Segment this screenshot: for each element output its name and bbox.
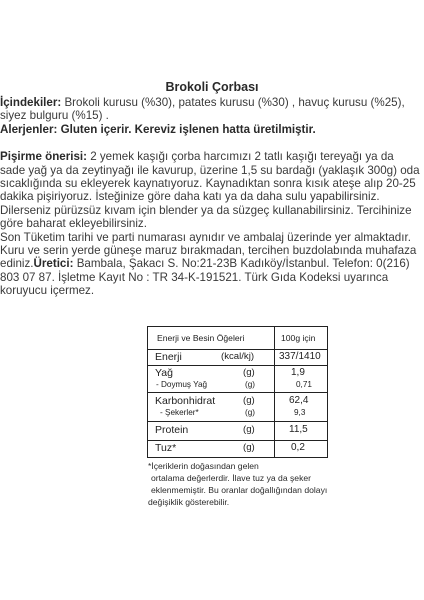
nutrient-value: 0,2 — [291, 442, 305, 453]
storage-paragraph — [0, 231, 420, 298]
nutrient-unit: (g) — [243, 442, 255, 453]
cooking-text: 2 yemek kaşığı çorba harcımızı 2 tatlı kaşığı tereyağı ya da sade yağ ya da zeytinyağı ile kavurup, üzerine 1,5 su bardağı (yaklaşık 300g) oda sıcaklığında su ekleyerek kaynatıyoruz. Kaynadıktan sonra kısık ateşe alıp 20-25 dakika pişiriyoruz. İsteğinize göre daha katı ya da daha sulu yapabilirsiniz. Dilerseniz pürüzsüz kıvam için blender ya da süzgeç kullanabilirsiniz. Tercihinize göre baharat ekleyebilirsiniz. — [0, 150, 420, 231]
producer-label: Üretici: — [33, 257, 74, 271]
nutrition-header-label: Enerji ve Besin Öğeleri — [157, 333, 245, 343]
footnote-line: değişiklik gösterebilir. — [148, 497, 230, 507]
nutrient-unit: (kcal/kj) — [221, 351, 255, 362]
allergens-paragraph — [0, 123, 420, 136]
nutrient-name: Yağ — [155, 367, 173, 379]
ingredients-label: İçindekiler: — [0, 96, 62, 109]
nutrition-table — [147, 326, 328, 458]
nutrient-unit: (g) — [243, 395, 255, 406]
nutrient-value: 337/1410 — [279, 351, 321, 362]
nutrient-name: Protein — [155, 424, 189, 436]
nutrient-unit: (g) — [243, 424, 255, 435]
nutrition-row-carbohydrate — [148, 392, 327, 422]
nutrient-value: 11,5 — [289, 424, 308, 435]
footnote-line: eklenmemiştir. Bu oranlar doğallığından dolayı — [151, 485, 328, 495]
nutrition-header-value: 100g için — [281, 333, 316, 343]
label-text-block — [0, 96, 420, 298]
nutrition-footnote — [148, 460, 348, 508]
nutrient-sub-unit: (g) — [245, 408, 256, 417]
nutrient-sub-value: 0,71 — [296, 380, 312, 389]
nutrient-sub-value: 9,3 — [294, 408, 306, 417]
nutrient-sub-unit: (g) — [245, 380, 256, 389]
nutrient-sub-name: - Doymuş Yağ — [156, 380, 208, 389]
producer-text: Bambala, Şakacı S. No:21-23B Kadıköy/İstanbul. Telefon: 0(216) 803 07 87. İşletme Kayıt No : TR 34-K-191521. Türk Gıda Kodeksi uyarınca koruyucu içermez. — [0, 257, 410, 298]
cooking-label: Pişirme önerisi: — [0, 150, 87, 164]
storage-text: Son Tüketim tarihi ve parti numarası aynıdır ve ambalaj üzerinde yer almaktadır. Kuru ve serin yerde güneşe maruz bırakmadan, tercihen buzdolabında muhafaza ediniz. — [0, 230, 417, 271]
ingredients-paragraph — [0, 96, 420, 123]
nutrient-unit: (g) — [243, 367, 255, 378]
nutrition-row-fat — [148, 365, 327, 393]
nutrient-name: Enerji — [155, 351, 182, 363]
nutrient-name: Karbonhidrat — [155, 395, 216, 407]
ingredients-text: Brokoli kurusu (%30), patates kurusu (%30) , havuç kurusu (%25), siyez bulguru (%15) . — [0, 96, 405, 123]
nutrient-value: 1,9 — [291, 367, 305, 378]
cooking-paragraph — [0, 150, 420, 230]
allergens-text: Gluten içerir. Kereviz işlenen hatta üretilmiştir. — [57, 122, 316, 136]
nutrition-row-salt — [148, 440, 327, 457]
allergens-label: Alerjenler: — [0, 122, 58, 136]
nutrition-header-row — [148, 327, 327, 350]
nutrition-row-protein — [148, 421, 327, 441]
nutrient-sub-name: - Şekerler* — [160, 408, 199, 417]
nutrient-value: 62,4 — [289, 395, 309, 406]
footnote-line: ortalama değerlerdir. İlave tuz ya da şeker — [151, 473, 312, 483]
product-title: Brokoli Çorbası — [165, 80, 259, 94]
nutrition-row-energy — [148, 349, 327, 366]
footnote-line: *İçeriklerin doğasından gelen — [148, 461, 259, 471]
nutrient-name: Tuz* — [155, 442, 177, 454]
